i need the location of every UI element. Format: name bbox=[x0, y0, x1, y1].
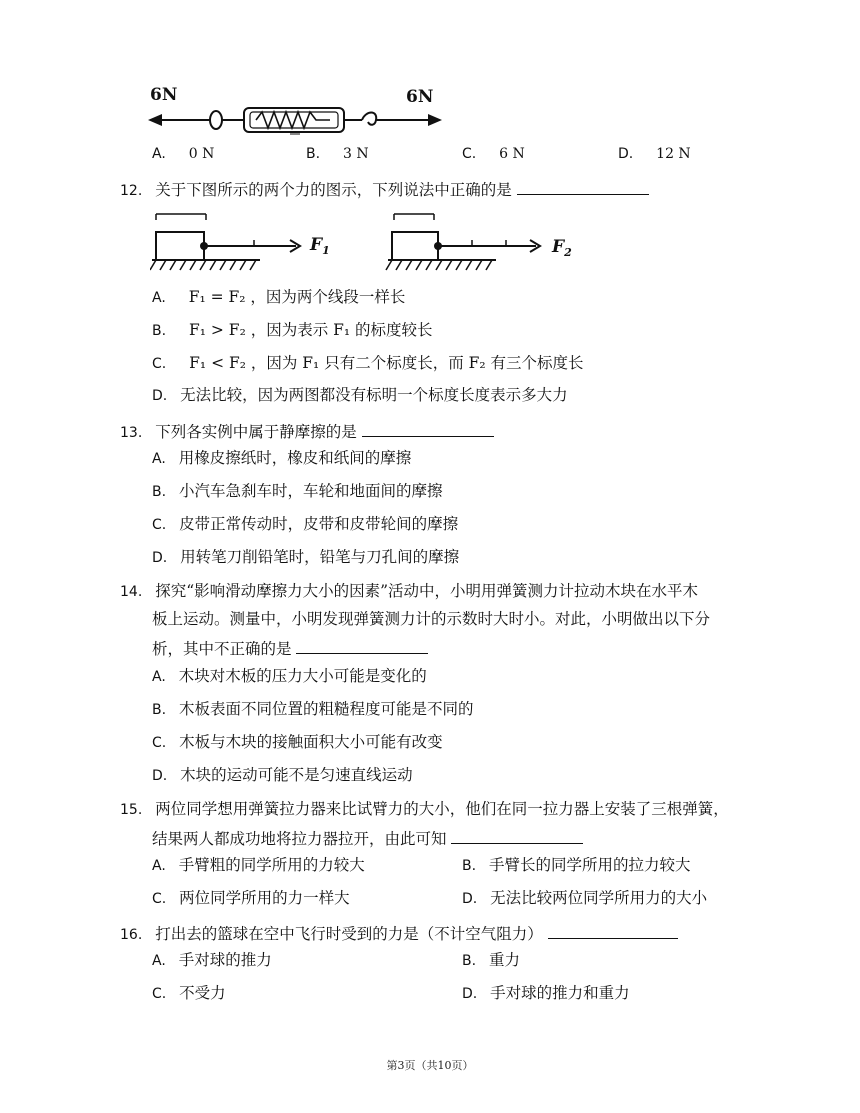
option-text: 用转笔刀削铅笔时，铅笔与刀孔间的摩擦 bbox=[180, 548, 460, 566]
option-letter: C. bbox=[152, 356, 167, 372]
answer-blank[interactable] bbox=[517, 178, 649, 195]
option-letter: D. bbox=[152, 768, 168, 784]
option-letter: D. bbox=[462, 986, 478, 1002]
question-stem: 结果两人都成功地将拉力器拉开，由此可知 bbox=[152, 830, 447, 848]
option-letter: C. bbox=[152, 735, 167, 751]
option-letter: C. bbox=[152, 891, 167, 907]
q13-option-b[interactable] bbox=[152, 481, 443, 502]
answer-blank[interactable] bbox=[296, 637, 428, 654]
q16-option-c[interactable] bbox=[152, 983, 226, 1004]
question-stem: 关于下图所示的两个力的图示，下列说法中正确的是 bbox=[155, 181, 512, 199]
answer-blank[interactable] bbox=[548, 922, 678, 939]
option-letter: D. bbox=[462, 891, 478, 907]
q14-option-c[interactable] bbox=[152, 732, 443, 753]
option-letter: A. bbox=[152, 146, 166, 162]
option-text: F₁ < F₂ ，因为 F₁ 只有二个标度长，而 F₂ 有三个标度长 bbox=[189, 354, 584, 372]
question-stem: 析，其中不正确的是 bbox=[152, 640, 292, 658]
option-text: 皮带正常传动时，皮带和皮带轮间的摩擦 bbox=[179, 515, 459, 533]
q13-option-a[interactable] bbox=[152, 448, 411, 469]
option-letter: A. bbox=[152, 290, 166, 306]
option-letter: B. bbox=[462, 858, 477, 874]
f2-letter: F bbox=[552, 237, 565, 257]
q12-option-c[interactable] bbox=[152, 353, 584, 374]
q12-option-a[interactable] bbox=[152, 287, 405, 308]
q16-option-b[interactable] bbox=[462, 950, 520, 971]
question-stem: 打出去的篮球在空中飞行时受到的力是（不计空气阻力） bbox=[155, 925, 543, 943]
answer-blank[interactable] bbox=[362, 420, 494, 437]
force-label-right: 6N bbox=[406, 87, 434, 107]
q11-option-d[interactable] bbox=[618, 143, 691, 164]
question-15-line-1 bbox=[120, 799, 729, 820]
option-text: 12 N bbox=[656, 146, 691, 162]
q14-option-a[interactable] bbox=[152, 666, 427, 687]
option-letter: A. bbox=[152, 953, 166, 969]
question-14-line-3 bbox=[152, 637, 428, 659]
question-stem: 探究“影响滑动摩擦力大小的因素”活动中，小明用弹簧测力计拉动木块在水平木 bbox=[155, 582, 699, 600]
question-stem: 两位同学想用弹簧拉力器来比试臂力的大小，他们在同一拉力器上安装了三根弹簧， bbox=[155, 800, 729, 818]
question-14-line-2: 板上运动。测量中，小明发现弹簧测力计的示数时大时小。对此，小明做出以下分 bbox=[152, 610, 711, 628]
question-number: 13. bbox=[120, 425, 143, 441]
q15-option-d[interactable] bbox=[462, 888, 707, 909]
option-letter: C. bbox=[462, 146, 477, 162]
option-letter: B. bbox=[462, 953, 477, 969]
question-12 bbox=[120, 178, 649, 201]
option-text: F₁ > F₂ ，因为表示 F₁ 的标度较长 bbox=[189, 321, 433, 339]
option-text: 无法比较，因为两图都没有标明一个标度长度表示多大力 bbox=[180, 386, 568, 404]
question-number: 12. bbox=[120, 183, 143, 199]
option-text: 手对球的推力和重力 bbox=[490, 984, 630, 1002]
f1-subscript: 1 bbox=[322, 244, 330, 257]
option-text: 木板与木块的接触面积大小可能有改变 bbox=[179, 733, 443, 751]
option-text: 木块对木板的压力大小可能是变化的 bbox=[178, 667, 427, 685]
option-text: 两位同学所用的力一样大 bbox=[179, 889, 350, 907]
q11-option-a[interactable] bbox=[152, 143, 214, 164]
option-text: 6 N bbox=[499, 146, 525, 162]
force-diagram-figure bbox=[150, 208, 580, 272]
force-label-f2 bbox=[551, 237, 572, 259]
option-text: 用橡皮擦纸时，橡皮和纸间的摩擦 bbox=[178, 449, 412, 467]
option-text: 小汽车急刹车时，车轮和地面间的摩擦 bbox=[179, 482, 443, 500]
option-letter: D. bbox=[618, 146, 634, 162]
option-letter: D. bbox=[152, 388, 168, 404]
q14-option-d[interactable] bbox=[152, 765, 413, 786]
option-text: 重力 bbox=[489, 951, 521, 969]
option-text: 木板表面不同位置的粗糙程度可能是不同的 bbox=[179, 700, 474, 718]
q16-option-a[interactable] bbox=[152, 950, 272, 971]
option-text: 3 N bbox=[343, 146, 369, 162]
q13-option-c[interactable] bbox=[152, 514, 458, 535]
page-footer: 第3页（共10页） bbox=[386, 1059, 474, 1072]
force-label-left: 6N bbox=[150, 85, 178, 105]
spring-scale-figure bbox=[144, 78, 446, 136]
option-text: 无法比较两位同学所用力的大小 bbox=[490, 889, 708, 907]
option-text: 手臂粗的同学所用的力较大 bbox=[178, 856, 365, 874]
f1-letter: F bbox=[310, 235, 323, 255]
option-letter: C. bbox=[152, 986, 167, 1002]
option-text: 手对球的推力 bbox=[178, 951, 272, 969]
question-number: 16. bbox=[120, 927, 143, 943]
option-letter: B. bbox=[152, 323, 167, 339]
question-14-line-1 bbox=[120, 581, 698, 602]
option-letter: B. bbox=[306, 146, 321, 162]
option-text: 不受力 bbox=[179, 984, 226, 1002]
q14-option-b[interactable] bbox=[152, 699, 474, 720]
question-number: 14. bbox=[120, 584, 143, 600]
question-15-line-2 bbox=[152, 827, 583, 849]
question-13 bbox=[120, 420, 494, 443]
q12-option-b[interactable] bbox=[152, 320, 433, 341]
spring-scale-diagram bbox=[144, 78, 446, 136]
option-letter: A. bbox=[152, 669, 166, 685]
option-letter: C. bbox=[152, 517, 167, 533]
q16-option-d[interactable] bbox=[462, 983, 630, 1004]
q11-option-b[interactable] bbox=[306, 143, 369, 164]
option-letter: A. bbox=[152, 858, 166, 874]
q15-option-b[interactable] bbox=[462, 855, 691, 876]
question-stem: 下列各实例中属于静摩擦的是 bbox=[155, 423, 357, 441]
option-letter: D. bbox=[152, 550, 168, 566]
option-text: 0 N bbox=[188, 146, 215, 162]
answer-blank[interactable] bbox=[451, 827, 583, 844]
option-letter: B. bbox=[152, 702, 167, 718]
force-diagrams bbox=[150, 208, 580, 272]
option-text: F₁ = F₂ ，因为两个线段一样长 bbox=[188, 288, 406, 306]
option-letter: B. bbox=[152, 484, 167, 500]
q11-option-c[interactable] bbox=[462, 143, 525, 164]
q15-option-c[interactable] bbox=[152, 888, 350, 909]
option-letter: A. bbox=[152, 451, 166, 467]
f2-subscript: 2 bbox=[564, 246, 572, 259]
option-text: 木块的运动可能不是匀速直线运动 bbox=[180, 766, 413, 784]
question-number: 15. bbox=[120, 802, 143, 818]
question-16 bbox=[120, 922, 678, 945]
q13-option-d[interactable] bbox=[152, 547, 459, 568]
q15-option-a[interactable] bbox=[152, 855, 365, 876]
force-label-f1 bbox=[309, 235, 330, 257]
option-text: 手臂长的同学所用的拉力较大 bbox=[489, 856, 691, 874]
q12-option-d[interactable] bbox=[152, 385, 568, 406]
